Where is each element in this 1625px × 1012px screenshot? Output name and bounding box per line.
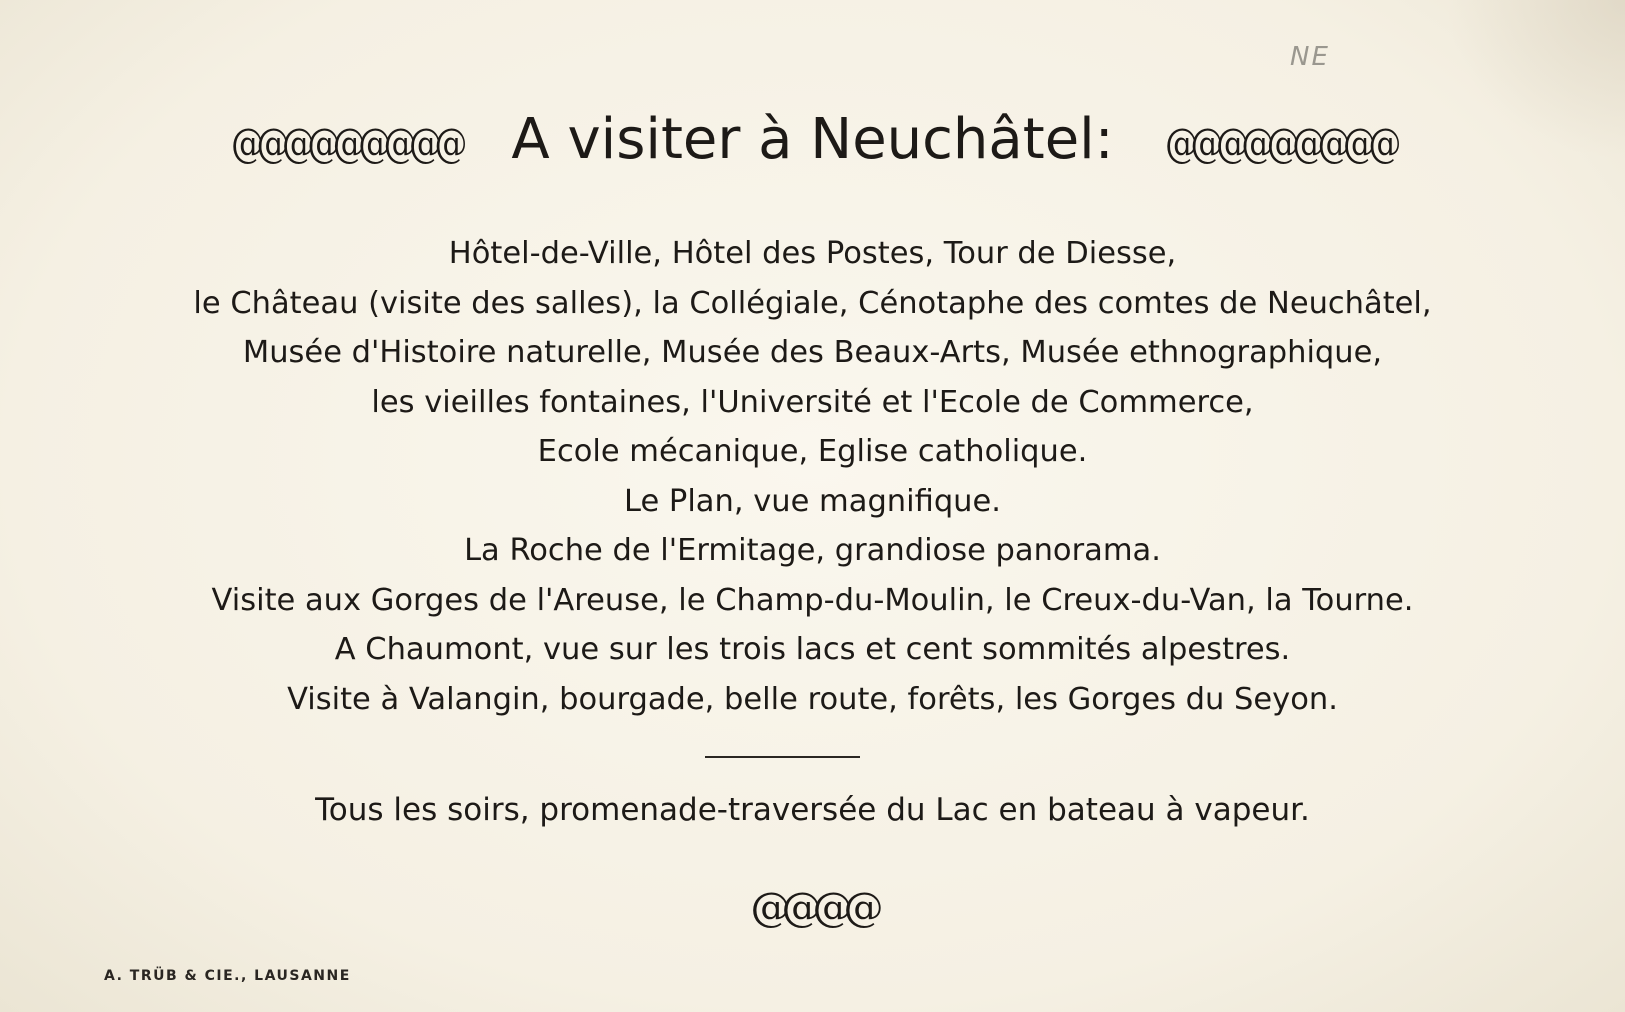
list-item: Visite à Valangin, bourgade, belle route, forêts, les Gorges du Seyon. [287, 681, 1338, 717]
printer-imprint: A. TRÜB & CIE., LAUSANNE [104, 968, 351, 984]
list-item: La Roche de l'Ermitage, grandiose panorama. [464, 533, 1161, 568]
list-item: Hôtel-de-Ville, Hôtel des Postes, Tour de Diesse, [448, 236, 1177, 271]
pencil-annotation: NE [1290, 42, 1330, 72]
page-title: A visiter à Neuchâtel: [511, 107, 1114, 172]
list-item: Ecole mécanique, Eglise catholique. [537, 434, 1088, 469]
ornament-bottom: @@@@ [750, 885, 875, 931]
ornament-left: @@@@@@@@@ [231, 121, 461, 167]
evening-line: Tous les soirs, promenade-traversée du Lac en bateau à vapeur. [315, 792, 1310, 828]
list-item: les vieilles fontaines, l'Université et l'Ecole de Commerce, [371, 384, 1254, 420]
list-item: Musée d'Histoire naturelle, Musée des Beaux-Arts, Musée ethnographique, [242, 335, 1383, 370]
list-item: Visite aux Gorges de l'Areuse, le Champ-du-Moulin, le Creux-du-Van, la Tourne. [211, 582, 1414, 618]
title-row [0, 107, 1625, 172]
ornament-right: @@@@@@@@@ [1164, 121, 1394, 167]
attractions-list [0, 229, 1625, 724]
list-item: le Château (visite des salles), la Collégiale, Cénotaphe des comtes de Neuchâtel, [193, 285, 1432, 321]
list-item: A Chaumont, vue sur les trois lacs et cent sommités alpestres. [334, 632, 1291, 667]
list-item: Le Plan, vue magnifique. [624, 483, 1001, 519]
divider [705, 756, 860, 758]
